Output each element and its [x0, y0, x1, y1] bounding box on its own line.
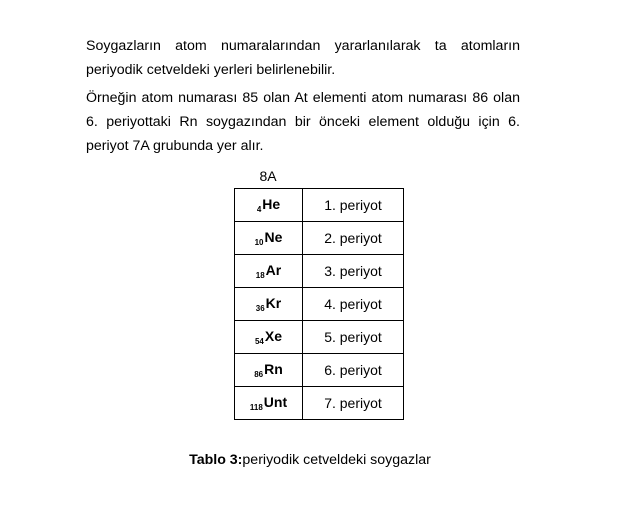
caption-label: Tablo 3: — [189, 452, 243, 468]
element-cell — [235, 255, 303, 288]
noble-gases-table — [234, 188, 404, 420]
table-row — [235, 189, 404, 222]
element-cell — [235, 387, 303, 420]
element-cell — [235, 288, 303, 321]
period-cell: 7. periyot — [303, 387, 404, 420]
table-row — [235, 255, 404, 288]
atomic-number: 18 — [255, 271, 265, 280]
intro-paragraph: Soygazların atom numaralarından yararlanılarak ta atomların periyodik cetveldeki yerleri belirlenebilir. — [86, 38, 520, 78]
period-cell: 4. periyot — [303, 288, 404, 321]
element-cell — [235, 189, 303, 222]
table-row — [235, 354, 404, 387]
table-row — [235, 387, 404, 420]
element-symbol: Kr — [265, 295, 282, 311]
element-symbol: Ne — [264, 229, 283, 245]
element-symbol: Rn — [264, 361, 283, 377]
caption-text: periyodik cetveldeki soygazlar — [242, 452, 431, 468]
atomic-number: 10 — [254, 238, 264, 247]
element-cell — [235, 222, 303, 255]
atomic-number: 36 — [255, 304, 265, 313]
atomic-number: 4 — [256, 205, 262, 214]
atomic-number: 86 — [254, 370, 264, 379]
element-symbol: He — [262, 196, 281, 212]
table-row — [235, 288, 404, 321]
atomic-number: 118 — [249, 403, 263, 412]
group-label: 8A — [259, 168, 277, 184]
table-row — [235, 321, 404, 354]
table-row — [235, 222, 404, 255]
element-cell — [235, 321, 303, 354]
element-cell — [235, 354, 303, 387]
element-symbol: Unt — [263, 394, 288, 410]
element-symbol: Xe — [264, 328, 283, 344]
period-cell: 3. periyot — [303, 255, 404, 288]
period-cell: 5. periyot — [303, 321, 404, 354]
example-paragraph: Örneğin atom numarası 85 olan At elementi atom numarası 86 olan 6. periyottaki Rn soygazından bir önceki element olduğu için 6. periyot 7A grubunda yer alır. — [86, 90, 520, 154]
period-cell: 1. periyot — [303, 189, 404, 222]
element-symbol: Ar — [265, 262, 282, 278]
period-cell: 2. periyot — [303, 222, 404, 255]
table-caption — [0, 452, 620, 468]
atomic-number: 54 — [254, 337, 264, 346]
period-cell: 6. periyot — [303, 354, 404, 387]
